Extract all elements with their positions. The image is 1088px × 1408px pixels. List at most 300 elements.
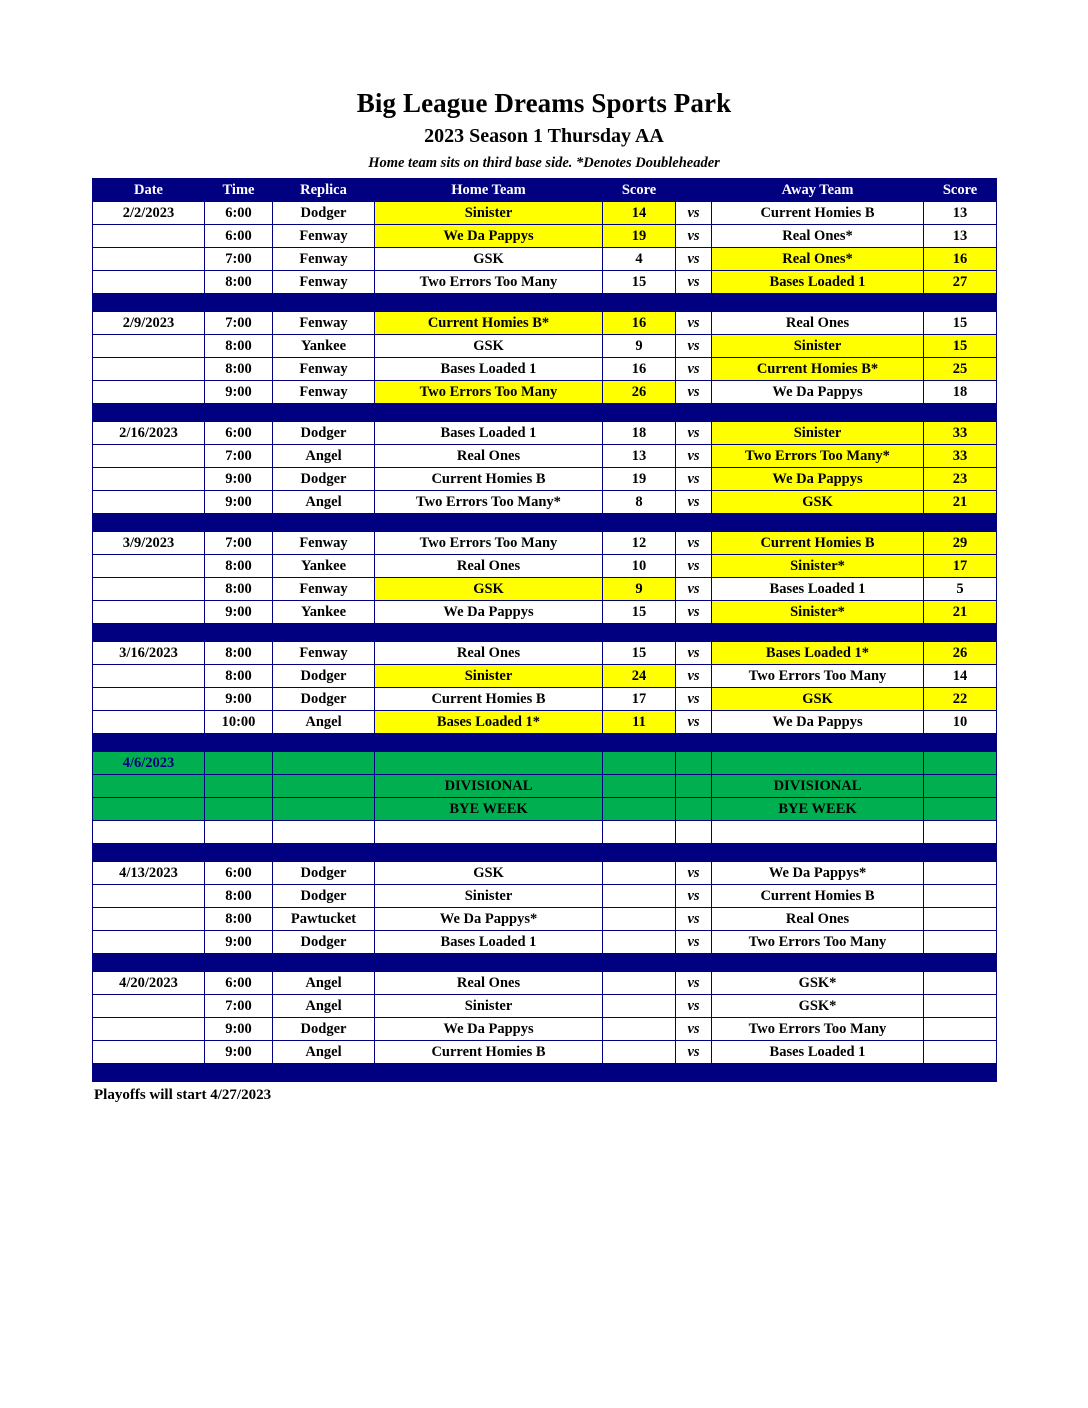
cell-replica: Fenway bbox=[273, 358, 375, 381]
cell-vs: vs bbox=[676, 862, 712, 885]
cell-time: 10:00 bbox=[205, 711, 273, 734]
cell-date bbox=[93, 885, 205, 908]
cell-home-score: 15 bbox=[603, 642, 676, 665]
separator-cell bbox=[712, 294, 924, 312]
cell-away-team: Sinister bbox=[712, 335, 924, 358]
separator-cell bbox=[375, 404, 603, 422]
cell-away-team: GSK bbox=[712, 491, 924, 514]
separator-cell bbox=[924, 514, 997, 532]
cell-vs: vs bbox=[676, 271, 712, 294]
cell-away-team: Sinister bbox=[712, 422, 924, 445]
cell-date: 2/9/2023 bbox=[93, 312, 205, 335]
bye-week-row bbox=[93, 775, 997, 798]
cell-away-team: Real Ones bbox=[712, 312, 924, 335]
cell-home-team: GSK bbox=[375, 578, 603, 601]
cell-away-team: GSK* bbox=[712, 995, 924, 1018]
separator-cell bbox=[676, 294, 712, 312]
cell-away-team: Bases Loaded 1 bbox=[712, 1041, 924, 1064]
cell-replica: Dodger bbox=[273, 688, 375, 711]
cell-home-score: 18 bbox=[603, 422, 676, 445]
separator-cell bbox=[205, 844, 273, 862]
separator-cell bbox=[924, 624, 997, 642]
cell-time: 9:00 bbox=[205, 491, 273, 514]
cell-date bbox=[93, 225, 205, 248]
cell-time: 7:00 bbox=[205, 532, 273, 555]
column-header-away-score: Score bbox=[924, 179, 997, 202]
cell-replica: Dodger bbox=[273, 885, 375, 908]
cell-date bbox=[93, 248, 205, 271]
cell-away-score bbox=[924, 885, 997, 908]
cell-date bbox=[93, 711, 205, 734]
cell-date bbox=[93, 445, 205, 468]
blank-cell bbox=[375, 821, 603, 844]
cell-away-team: Real Ones* bbox=[712, 248, 924, 271]
cell-away-score: 27 bbox=[924, 271, 997, 294]
cell-home-team: Two Errors Too Many bbox=[375, 381, 603, 404]
table-row bbox=[93, 312, 997, 335]
cell-away-score bbox=[924, 1041, 997, 1064]
cell-away-score: 21 bbox=[924, 491, 997, 514]
cell-home-team: Bases Loaded 1 bbox=[375, 422, 603, 445]
table-row bbox=[93, 862, 997, 885]
table-row bbox=[93, 1018, 997, 1041]
separator-cell bbox=[676, 1064, 712, 1082]
bye-home-score bbox=[603, 752, 676, 775]
cell-replica: Angel bbox=[273, 711, 375, 734]
cell-away-team: Current Homies B bbox=[712, 885, 924, 908]
cell-away-score: 25 bbox=[924, 358, 997, 381]
cell-date bbox=[93, 688, 205, 711]
cell-away-team: Current Homies B bbox=[712, 202, 924, 225]
cell-time: 9:00 bbox=[205, 601, 273, 624]
cell-home-score bbox=[603, 885, 676, 908]
cell-date bbox=[93, 665, 205, 688]
separator-cell bbox=[676, 404, 712, 422]
cell-home-score: 24 bbox=[603, 665, 676, 688]
cell-replica: Yankee bbox=[273, 335, 375, 358]
separator-cell bbox=[205, 514, 273, 532]
separator-cell bbox=[273, 624, 375, 642]
cell-replica: Dodger bbox=[273, 1018, 375, 1041]
cell-home-team: We Da Pappys bbox=[375, 225, 603, 248]
separator-cell bbox=[375, 954, 603, 972]
cell-home-team: Real Ones bbox=[375, 972, 603, 995]
cell-vs: vs bbox=[676, 642, 712, 665]
separator-cell bbox=[93, 294, 205, 312]
cell-away-score: 15 bbox=[924, 312, 997, 335]
separator-cell bbox=[273, 294, 375, 312]
blank-cell bbox=[93, 821, 205, 844]
cell-home-team: Current Homies B bbox=[375, 688, 603, 711]
column-header-home-team: Home Team bbox=[375, 179, 603, 202]
cell-replica: Dodger bbox=[273, 202, 375, 225]
separator-cell bbox=[273, 844, 375, 862]
cell-time: 9:00 bbox=[205, 931, 273, 954]
cell-time: 6:00 bbox=[205, 862, 273, 885]
separator-cell bbox=[712, 734, 924, 752]
cell-vs: vs bbox=[676, 445, 712, 468]
cell-time: 9:00 bbox=[205, 381, 273, 404]
cell-home-score: 8 bbox=[603, 491, 676, 514]
cell-date: 4/13/2023 bbox=[93, 862, 205, 885]
separator-cell bbox=[205, 294, 273, 312]
cell-home-score: 15 bbox=[603, 601, 676, 624]
separator-cell bbox=[205, 954, 273, 972]
cell-home-team: Sinister bbox=[375, 202, 603, 225]
cell-vs: vs bbox=[676, 422, 712, 445]
cell-home-team: Real Ones bbox=[375, 642, 603, 665]
cell-date bbox=[93, 335, 205, 358]
cell-vs: vs bbox=[676, 491, 712, 514]
cell-replica: Dodger bbox=[273, 862, 375, 885]
separator-cell bbox=[924, 404, 997, 422]
cell-time: 6:00 bbox=[205, 225, 273, 248]
cell-home-score: 16 bbox=[603, 312, 676, 335]
bye-date: 4/6/2023 bbox=[93, 752, 205, 775]
separator-cell bbox=[205, 404, 273, 422]
table-row bbox=[93, 468, 997, 491]
cell-replica: Dodger bbox=[273, 931, 375, 954]
cell-away-team: Two Errors Too Many* bbox=[712, 445, 924, 468]
cell-away-score: 17 bbox=[924, 555, 997, 578]
cell-vs: vs bbox=[676, 908, 712, 931]
bye-replica bbox=[273, 798, 375, 821]
cell-home-team: GSK bbox=[375, 335, 603, 358]
cell-away-score bbox=[924, 908, 997, 931]
cell-home-score: 12 bbox=[603, 532, 676, 555]
bye-date bbox=[93, 775, 205, 798]
bye-time bbox=[205, 775, 273, 798]
cell-home-team: Current Homies B* bbox=[375, 312, 603, 335]
cell-time: 8:00 bbox=[205, 335, 273, 358]
cell-away-team: We Da Pappys bbox=[712, 468, 924, 491]
week-separator-row bbox=[93, 844, 997, 862]
cell-home-score bbox=[603, 862, 676, 885]
cell-home-team: GSK bbox=[375, 248, 603, 271]
cell-replica: Pawtucket bbox=[273, 908, 375, 931]
cell-home-score: 19 bbox=[603, 225, 676, 248]
separator-cell bbox=[712, 1064, 924, 1082]
separator-cell bbox=[924, 294, 997, 312]
cell-home-score: 26 bbox=[603, 381, 676, 404]
cell-away-team: We Da Pappys* bbox=[712, 862, 924, 885]
cell-home-team: Sinister bbox=[375, 995, 603, 1018]
cell-date bbox=[93, 995, 205, 1018]
cell-away-score bbox=[924, 995, 997, 1018]
separator-cell bbox=[603, 734, 676, 752]
cell-replica: Dodger bbox=[273, 468, 375, 491]
cell-away-team: Current Homies B* bbox=[712, 358, 924, 381]
bye-away bbox=[712, 752, 924, 775]
bye-vs bbox=[676, 752, 712, 775]
bye-home bbox=[375, 752, 603, 775]
separator-cell bbox=[603, 514, 676, 532]
cell-vs: vs bbox=[676, 225, 712, 248]
cell-replica: Dodger bbox=[273, 665, 375, 688]
table-row bbox=[93, 358, 997, 381]
bye-replica bbox=[273, 775, 375, 798]
cell-away-score: 13 bbox=[924, 225, 997, 248]
cell-away-score: 18 bbox=[924, 381, 997, 404]
table-row bbox=[93, 1041, 997, 1064]
table-row bbox=[93, 995, 997, 1018]
column-header-date: Date bbox=[93, 179, 205, 202]
cell-home-team: We Da Pappys* bbox=[375, 908, 603, 931]
cell-away-team: We Da Pappys bbox=[712, 711, 924, 734]
cell-time: 9:00 bbox=[205, 1041, 273, 1064]
bye-home-score bbox=[603, 775, 676, 798]
cell-away-score bbox=[924, 972, 997, 995]
cell-vs: vs bbox=[676, 468, 712, 491]
separator-cell bbox=[273, 514, 375, 532]
separator-cell bbox=[924, 734, 997, 752]
cell-away-score: 26 bbox=[924, 642, 997, 665]
separator-cell bbox=[205, 734, 273, 752]
table-row bbox=[93, 248, 997, 271]
cell-replica: Fenway bbox=[273, 578, 375, 601]
cell-time: 8:00 bbox=[205, 358, 273, 381]
table-row bbox=[93, 335, 997, 358]
cell-away-team: Sinister* bbox=[712, 601, 924, 624]
table-row bbox=[93, 445, 997, 468]
separator-cell bbox=[375, 734, 603, 752]
cell-replica: Angel bbox=[273, 1041, 375, 1064]
cell-away-team: GSK* bbox=[712, 972, 924, 995]
bye-away: BYE WEEK bbox=[712, 798, 924, 821]
table-row bbox=[93, 555, 997, 578]
separator-cell bbox=[924, 1064, 997, 1082]
bye-home: BYE WEEK bbox=[375, 798, 603, 821]
bye-time bbox=[205, 798, 273, 821]
cell-away-score: 10 bbox=[924, 711, 997, 734]
cell-time: 9:00 bbox=[205, 688, 273, 711]
cell-away-score: 15 bbox=[924, 335, 997, 358]
separator-cell bbox=[375, 294, 603, 312]
cell-date bbox=[93, 381, 205, 404]
blank-cell bbox=[712, 821, 924, 844]
cell-vs: vs bbox=[676, 711, 712, 734]
cell-away-team: Sinister* bbox=[712, 555, 924, 578]
separator-cell bbox=[924, 954, 997, 972]
cell-home-team: Bases Loaded 1 bbox=[375, 931, 603, 954]
table-row bbox=[93, 422, 997, 445]
table-row bbox=[93, 665, 997, 688]
cell-away-team: Real Ones* bbox=[712, 225, 924, 248]
cell-home-team: Two Errors Too Many* bbox=[375, 491, 603, 514]
page-title: Big League Dreams Sports Park bbox=[356, 88, 732, 118]
week-separator-row bbox=[93, 954, 997, 972]
table-head bbox=[93, 179, 997, 202]
blank-cell bbox=[603, 821, 676, 844]
separator-cell bbox=[676, 734, 712, 752]
cell-home-team: We Da Pappys bbox=[375, 601, 603, 624]
bye-away: DIVISIONAL bbox=[712, 775, 924, 798]
cell-home-score bbox=[603, 1018, 676, 1041]
separator-cell bbox=[375, 1064, 603, 1082]
cell-replica: Yankee bbox=[273, 555, 375, 578]
separator-cell bbox=[375, 844, 603, 862]
cell-time: 7:00 bbox=[205, 445, 273, 468]
blank-cell bbox=[273, 821, 375, 844]
bye-time bbox=[205, 752, 273, 775]
table-row bbox=[93, 931, 997, 954]
cell-home-team: Two Errors Too Many bbox=[375, 271, 603, 294]
cell-home-team: Bases Loaded 1* bbox=[375, 711, 603, 734]
cell-date bbox=[93, 908, 205, 931]
cell-home-team: Current Homies B bbox=[375, 468, 603, 491]
separator-cell bbox=[603, 954, 676, 972]
bye-vs bbox=[676, 798, 712, 821]
blank-row bbox=[93, 821, 997, 844]
cell-date bbox=[93, 1041, 205, 1064]
week-separator-row bbox=[93, 734, 997, 752]
cell-away-score: 21 bbox=[924, 601, 997, 624]
cell-replica: Dodger bbox=[273, 422, 375, 445]
cell-vs: vs bbox=[676, 665, 712, 688]
cell-away-team: Current Homies B bbox=[712, 532, 924, 555]
cell-vs: vs bbox=[676, 532, 712, 555]
table-row bbox=[93, 491, 997, 514]
cell-replica: Angel bbox=[273, 995, 375, 1018]
cell-home-score: 13 bbox=[603, 445, 676, 468]
separator-cell bbox=[205, 624, 273, 642]
separator-cell bbox=[93, 514, 205, 532]
week-separator-row bbox=[93, 514, 997, 532]
separator-cell bbox=[712, 624, 924, 642]
cell-time: 6:00 bbox=[205, 422, 273, 445]
table-row bbox=[93, 225, 997, 248]
cell-home-team: Two Errors Too Many bbox=[375, 532, 603, 555]
table-row bbox=[93, 202, 997, 225]
table-row bbox=[93, 578, 997, 601]
cell-time: 8:00 bbox=[205, 665, 273, 688]
column-header-vs bbox=[676, 179, 712, 202]
table-row bbox=[93, 642, 997, 665]
cell-replica: Fenway bbox=[273, 248, 375, 271]
separator-cell bbox=[273, 734, 375, 752]
cell-vs: vs bbox=[676, 1018, 712, 1041]
cell-away-score: 22 bbox=[924, 688, 997, 711]
separator-cell bbox=[93, 404, 205, 422]
cell-vs: vs bbox=[676, 1041, 712, 1064]
separator-cell bbox=[205, 1064, 273, 1082]
cell-replica: Yankee bbox=[273, 601, 375, 624]
table-row bbox=[93, 271, 997, 294]
week-separator-row bbox=[93, 1064, 997, 1082]
bye-week-row bbox=[93, 798, 997, 821]
cell-home-score bbox=[603, 908, 676, 931]
cell-away-team: Two Errors Too Many bbox=[712, 931, 924, 954]
separator-cell bbox=[93, 624, 205, 642]
cell-time: 8:00 bbox=[205, 908, 273, 931]
column-header-time: Time bbox=[205, 179, 273, 202]
cell-away-score: 33 bbox=[924, 422, 997, 445]
cell-date: 2/16/2023 bbox=[93, 422, 205, 445]
bye-home-score bbox=[603, 798, 676, 821]
table-body bbox=[93, 202, 997, 1082]
separator-cell bbox=[924, 844, 997, 862]
cell-time: 7:00 bbox=[205, 312, 273, 335]
separator-cell bbox=[273, 1064, 375, 1082]
cell-replica: Angel bbox=[273, 972, 375, 995]
week-separator-row bbox=[93, 294, 997, 312]
cell-replica: Fenway bbox=[273, 312, 375, 335]
cell-home-score: 9 bbox=[603, 578, 676, 601]
cell-vs: vs bbox=[676, 995, 712, 1018]
cell-away-team: Real Ones bbox=[712, 908, 924, 931]
cell-date bbox=[93, 468, 205, 491]
cell-home-score bbox=[603, 972, 676, 995]
cell-home-score bbox=[603, 1041, 676, 1064]
cell-date: 3/16/2023 bbox=[93, 642, 205, 665]
separator-cell bbox=[676, 954, 712, 972]
cell-date bbox=[93, 491, 205, 514]
cell-time: 8:00 bbox=[205, 555, 273, 578]
cell-home-team: Real Ones bbox=[375, 555, 603, 578]
cell-date: 4/20/2023 bbox=[93, 972, 205, 995]
cell-vs: vs bbox=[676, 972, 712, 995]
cell-replica: Angel bbox=[273, 445, 375, 468]
cell-away-team: Bases Loaded 1 bbox=[712, 578, 924, 601]
cell-home-score: 10 bbox=[603, 555, 676, 578]
table-row bbox=[93, 908, 997, 931]
cell-date: 2/2/2023 bbox=[93, 202, 205, 225]
cell-away-score bbox=[924, 1018, 997, 1041]
cell-home-score: 14 bbox=[603, 202, 676, 225]
cell-vs: vs bbox=[676, 381, 712, 404]
cell-away-team: We Da Pappys bbox=[712, 381, 924, 404]
table-row bbox=[93, 885, 997, 908]
playoffs-note: Playoffs will start 4/27/2023 bbox=[94, 1087, 272, 1103]
cell-time: 8:00 bbox=[205, 885, 273, 908]
cell-date: 3/9/2023 bbox=[93, 532, 205, 555]
cell-away-team: GSK bbox=[712, 688, 924, 711]
table-row bbox=[93, 972, 997, 995]
cell-time: 9:00 bbox=[205, 468, 273, 491]
separator-cell bbox=[273, 404, 375, 422]
week-separator-row bbox=[93, 624, 997, 642]
table-header-row bbox=[93, 179, 997, 202]
cell-away-score: 33 bbox=[924, 445, 997, 468]
cell-replica: Fenway bbox=[273, 642, 375, 665]
cell-replica: Fenway bbox=[273, 271, 375, 294]
cell-replica: Angel bbox=[273, 491, 375, 514]
cell-date bbox=[93, 358, 205, 381]
separator-cell bbox=[93, 1064, 205, 1082]
cell-home-score: 17 bbox=[603, 688, 676, 711]
cell-vs: vs bbox=[676, 335, 712, 358]
cell-home-score bbox=[603, 995, 676, 1018]
bye-away-score bbox=[924, 798, 997, 821]
cell-home-team: GSK bbox=[375, 862, 603, 885]
cell-away-score: 29 bbox=[924, 532, 997, 555]
separator-cell bbox=[93, 844, 205, 862]
separator-cell bbox=[712, 404, 924, 422]
cell-time: 7:00 bbox=[205, 995, 273, 1018]
cell-time: 8:00 bbox=[205, 642, 273, 665]
cell-vs: vs bbox=[676, 312, 712, 335]
cell-home-team: Bases Loaded 1 bbox=[375, 358, 603, 381]
cell-home-team: Real Ones bbox=[375, 445, 603, 468]
separator-cell bbox=[93, 954, 205, 972]
cell-date bbox=[93, 578, 205, 601]
cell-date bbox=[93, 601, 205, 624]
cell-away-team: Bases Loaded 1* bbox=[712, 642, 924, 665]
bye-away-score bbox=[924, 775, 997, 798]
table-row bbox=[93, 381, 997, 404]
cell-home-score: 16 bbox=[603, 358, 676, 381]
cell-replica: Fenway bbox=[273, 381, 375, 404]
